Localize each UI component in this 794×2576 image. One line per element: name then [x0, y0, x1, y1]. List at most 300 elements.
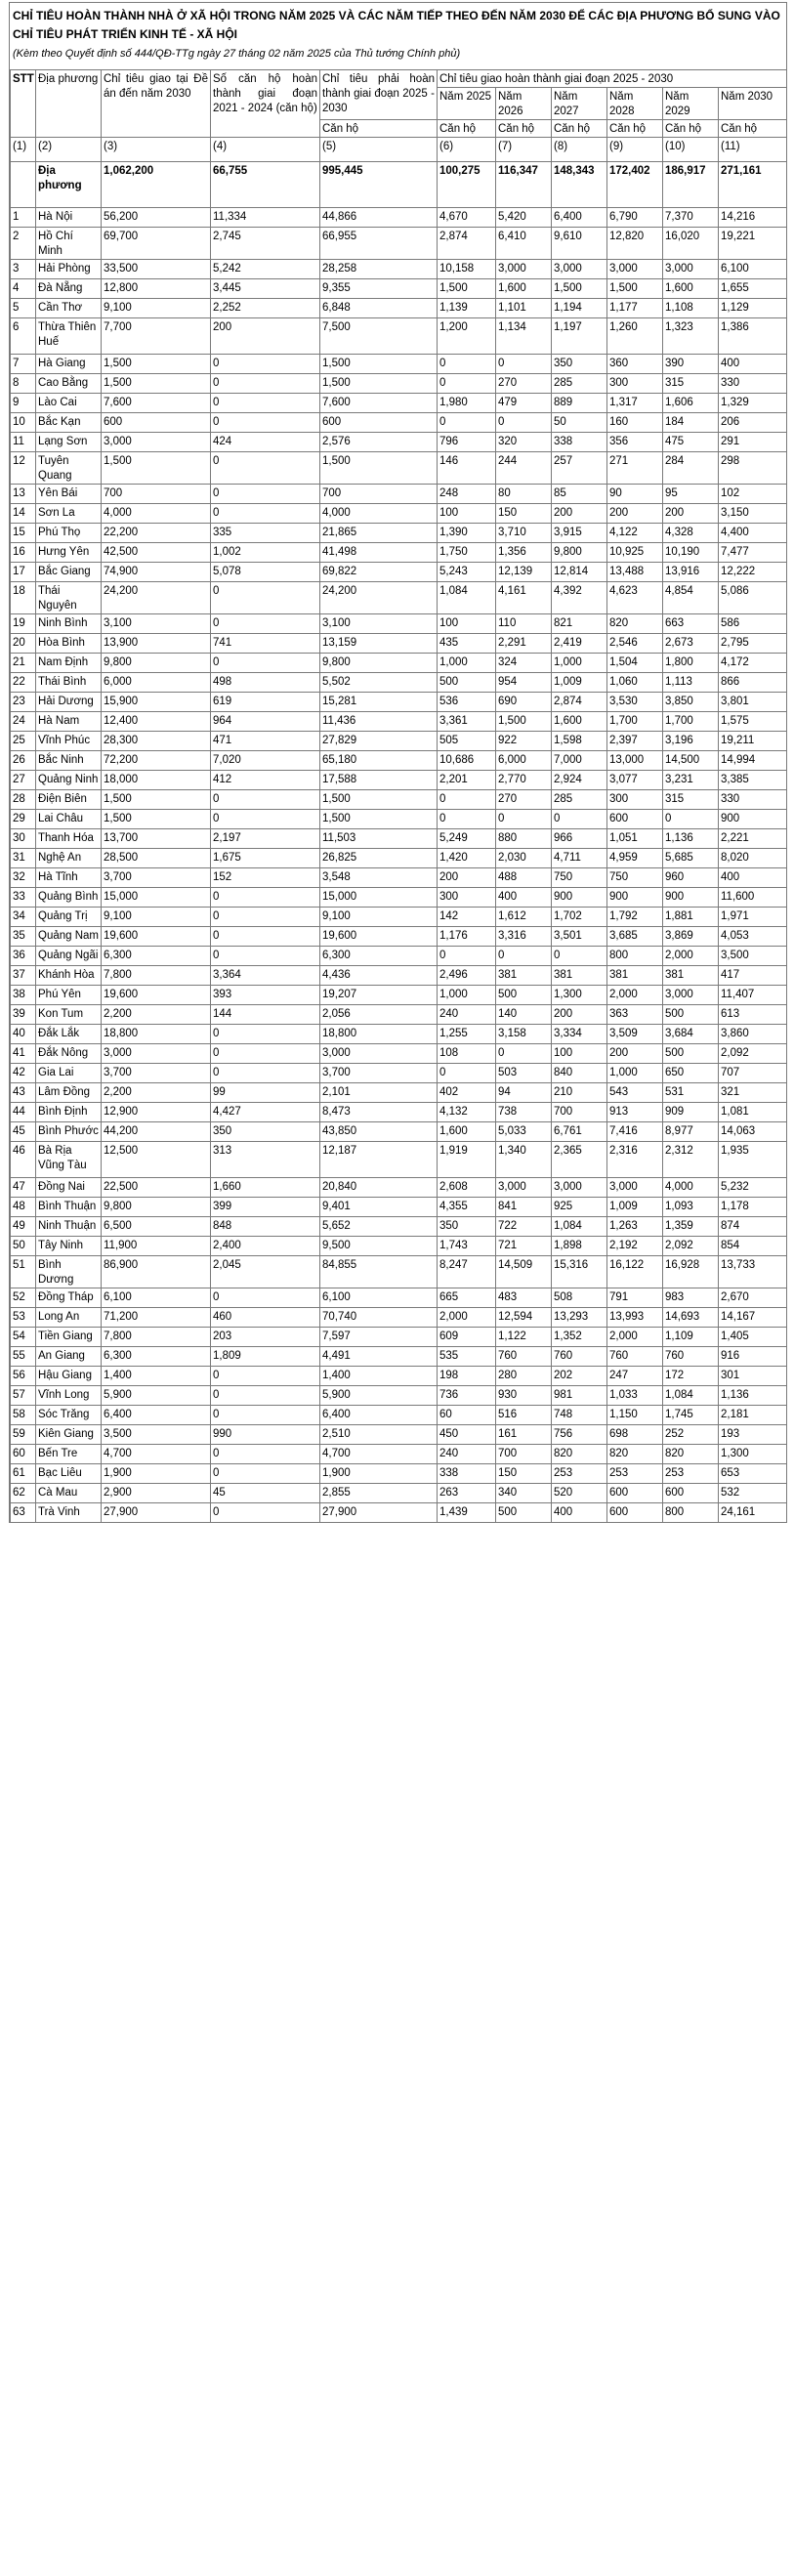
year-2026-cell: 516 [496, 1406, 552, 1425]
header-unit: Căn hộ [496, 120, 552, 138]
year-2028-cell: 253 [607, 1464, 663, 1484]
year-2025-cell: 200 [438, 868, 496, 888]
document-title: CHỈ TIÊU HOÀN THÀNH NHÀ Ở XÃ HỘI TRONG NĂM 2025 VÀ CÁC NĂM TIẾP THEO ĐẾN NĂM 2030 ĐỂ CÁC ĐỊA PHƯƠNG BỔ SUNG VÀO CHỈ TIÊU PHÁT TRIỂN KINH TẾ - XÃ HỘI [13, 9, 780, 41]
year-2025-cell: 450 [438, 1425, 496, 1445]
year-2026-cell: 14,509 [496, 1256, 552, 1288]
remaining-cell: 9,100 [320, 908, 438, 927]
year-2028-cell: 1,500 [607, 279, 663, 299]
year-2027-cell: 3,000 [552, 1178, 607, 1198]
year-2028-cell: 10,925 [607, 543, 663, 563]
year-2029-cell: 1,084 [663, 1386, 719, 1406]
year-2029-cell: 500 [663, 1005, 719, 1025]
table-row [11, 829, 787, 849]
remaining-cell: 2,576 [320, 433, 438, 452]
stt-cell: 4 [11, 279, 36, 299]
year-2028-cell: 2,000 [607, 986, 663, 1005]
year-2028-cell: 3,509 [607, 1025, 663, 1044]
year-2030-cell: 291 [719, 433, 787, 452]
locality-cell: Bắc Giang [36, 563, 102, 582]
year-2029-cell: 4,000 [663, 1178, 719, 1198]
year-2025-cell: 0 [438, 810, 496, 829]
table-row [11, 1425, 787, 1445]
year-2025-cell: 1,084 [438, 582, 496, 614]
stt-cell: 12 [11, 452, 36, 485]
target-2030-cell: 12,900 [102, 1103, 211, 1122]
year-2029-cell: 1,323 [663, 318, 719, 355]
year-2027-cell: 200 [552, 504, 607, 524]
table-row [11, 524, 787, 543]
year-2028-cell: 1,177 [607, 299, 663, 318]
year-2025-cell: 435 [438, 634, 496, 654]
year-2028-cell: 2,397 [607, 732, 663, 751]
target-2030-cell: 9,100 [102, 908, 211, 927]
year-2026-cell: 1,356 [496, 543, 552, 563]
target-2030-cell: 2,900 [102, 1484, 211, 1503]
year-2025-cell: 3,361 [438, 712, 496, 732]
remaining-cell: 700 [320, 485, 438, 504]
year-2030-cell: 13,733 [719, 1256, 787, 1288]
header-year-2025: Năm 2025 [438, 88, 496, 120]
target-2030-cell: 18,000 [102, 771, 211, 790]
year-2029-cell: 0 [663, 810, 719, 829]
remaining-cell: 19,207 [320, 986, 438, 1005]
year-2028-cell: 300 [607, 374, 663, 394]
year-2027-cell: 285 [552, 790, 607, 810]
year-2026-cell: 150 [496, 504, 552, 524]
year-2029-cell: 1,136 [663, 829, 719, 849]
total-cell: 100,275 [438, 162, 496, 208]
completed-cell: 5,242 [211, 260, 320, 279]
target-2030-cell: 15,900 [102, 693, 211, 712]
remaining-cell: 12,187 [320, 1142, 438, 1178]
year-2026-cell: 150 [496, 1464, 552, 1484]
year-2027-cell: 748 [552, 1406, 607, 1425]
year-2026-cell: 140 [496, 1005, 552, 1025]
target-2030-cell: 42,500 [102, 543, 211, 563]
year-2027-cell: 338 [552, 433, 607, 452]
remaining-cell: 1,500 [320, 790, 438, 810]
target-2030-cell: 9,100 [102, 299, 211, 318]
remaining-cell: 41,498 [320, 543, 438, 563]
header-period-group: Chỉ tiêu giao hoàn thành giai đoạn 2025 - 2030 [438, 70, 787, 88]
year-2029-cell: 3,684 [663, 1025, 719, 1044]
year-2028-cell: 800 [607, 947, 663, 966]
year-2030-cell: 6,100 [719, 260, 787, 279]
year-2030-cell: 2,670 [719, 1288, 787, 1308]
stt-cell: 11 [11, 433, 36, 452]
year-2027-cell: 3,334 [552, 1025, 607, 1044]
remaining-cell: 7,597 [320, 1328, 438, 1347]
year-2027-cell: 3,501 [552, 927, 607, 947]
year-2028-cell: 160 [607, 413, 663, 433]
year-2028-cell: 13,993 [607, 1308, 663, 1328]
target-2030-cell: 24,200 [102, 582, 211, 614]
year-2025-cell: 665 [438, 1288, 496, 1308]
target-2030-cell: 28,300 [102, 732, 211, 751]
year-2025-cell: 0 [438, 947, 496, 966]
locality-cell: Hà Tĩnh [36, 868, 102, 888]
completed-cell: 848 [211, 1217, 320, 1237]
table-row [11, 712, 787, 732]
year-2030-cell: 400 [719, 868, 787, 888]
year-2025-cell: 108 [438, 1044, 496, 1064]
table-row [11, 888, 787, 908]
year-2025-cell: 0 [438, 355, 496, 374]
year-2028-cell: 2,546 [607, 634, 663, 654]
year-2026-cell: 4,161 [496, 582, 552, 614]
remaining-cell: 44,866 [320, 208, 438, 228]
total-cell: 66,755 [211, 162, 320, 208]
year-2028-cell: 247 [607, 1367, 663, 1386]
table-row [11, 732, 787, 751]
remaining-cell: 3,100 [320, 614, 438, 634]
header-year-2027: Năm 2027 [552, 88, 607, 120]
completed-cell: 0 [211, 1406, 320, 1425]
year-2029-cell: 4,328 [663, 524, 719, 543]
target-2030-cell: 6,300 [102, 947, 211, 966]
year-2029-cell: 760 [663, 1347, 719, 1367]
stt-cell: 52 [11, 1288, 36, 1308]
housing-target-table [10, 69, 787, 1523]
locality-cell: Hà Giang [36, 355, 102, 374]
year-2026-cell: 12,594 [496, 1308, 552, 1328]
year-2028-cell: 2,316 [607, 1142, 663, 1178]
target-2030-cell: 19,600 [102, 927, 211, 947]
target-2030-cell: 18,800 [102, 1025, 211, 1044]
target-2030-cell: 3,000 [102, 1044, 211, 1064]
year-2028-cell: 3,000 [607, 1178, 663, 1198]
year-2027-cell: 1,898 [552, 1237, 607, 1256]
target-2030-cell: 700 [102, 485, 211, 504]
completed-cell: 45 [211, 1484, 320, 1503]
locality-cell: Quảng Nam [36, 927, 102, 947]
total-cell: 1,062,200 [102, 162, 211, 208]
header-unit: Căn hộ [607, 120, 663, 138]
locality-cell: Nam Định [36, 654, 102, 673]
locality-cell: Lào Cai [36, 394, 102, 413]
year-2029-cell: 983 [663, 1288, 719, 1308]
year-2030-cell: 4,400 [719, 524, 787, 543]
stt-cell: 47 [11, 1178, 36, 1198]
year-2027-cell: 1,702 [552, 908, 607, 927]
target-2030-cell: 3,700 [102, 868, 211, 888]
year-2028-cell: 2,192 [607, 1237, 663, 1256]
year-2028-cell: 356 [607, 433, 663, 452]
year-2029-cell: 1,109 [663, 1328, 719, 1347]
target-2030-cell: 12,500 [102, 1142, 211, 1178]
year-2028-cell: 13,000 [607, 751, 663, 771]
completed-cell: 0 [211, 374, 320, 394]
year-2028-cell: 1,700 [607, 712, 663, 732]
header-locality: Địa phương [36, 70, 102, 138]
completed-cell: 460 [211, 1308, 320, 1328]
target-2030-cell: 3,500 [102, 1425, 211, 1445]
year-2027-cell: 2,365 [552, 1142, 607, 1178]
completed-cell: 5,078 [211, 563, 320, 582]
year-2025-cell: 1,500 [438, 279, 496, 299]
stt-cell: 17 [11, 563, 36, 582]
year-2026-cell: 80 [496, 485, 552, 504]
year-2026-cell: 270 [496, 790, 552, 810]
remaining-cell: 11,503 [320, 829, 438, 849]
stt-cell: 25 [11, 732, 36, 751]
year-2027-cell: 0 [552, 947, 607, 966]
locality-cell: Bình Thuận [36, 1198, 102, 1217]
column-number: (6) [438, 138, 496, 162]
locality-cell: Tiền Giang [36, 1328, 102, 1347]
target-2030-cell: 3,000 [102, 433, 211, 452]
year-2029-cell: 1,108 [663, 299, 719, 318]
total-cell: 116,347 [496, 162, 552, 208]
stt-cell: 7 [11, 355, 36, 374]
year-2029-cell: 475 [663, 433, 719, 452]
year-2026-cell: 880 [496, 829, 552, 849]
year-2030-cell: 3,860 [719, 1025, 787, 1044]
table-row [11, 1005, 787, 1025]
year-2029-cell: 200 [663, 504, 719, 524]
year-2029-cell: 184 [663, 413, 719, 433]
completed-cell: 0 [211, 790, 320, 810]
year-2029-cell: 16,928 [663, 1256, 719, 1288]
remaining-cell: 4,700 [320, 1445, 438, 1464]
completed-cell: 0 [211, 1367, 320, 1386]
year-2025-cell: 402 [438, 1083, 496, 1103]
column-number: (1) [11, 138, 36, 162]
year-2030-cell: 12,222 [719, 563, 787, 582]
table-row [11, 299, 787, 318]
locality-cell: Hậu Giang [36, 1367, 102, 1386]
year-2030-cell: 19,221 [719, 228, 787, 260]
year-2030-cell: 330 [719, 374, 787, 394]
year-2027-cell: 2,924 [552, 771, 607, 790]
completed-cell: 313 [211, 1142, 320, 1178]
year-2028-cell: 300 [607, 790, 663, 810]
year-2026-cell: 5,033 [496, 1122, 552, 1142]
locality-cell: Quảng Bình [36, 888, 102, 908]
stt-cell: 41 [11, 1044, 36, 1064]
target-2030-cell: 71,200 [102, 1308, 211, 1328]
completed-cell: 0 [211, 1503, 320, 1523]
year-2029-cell: 95 [663, 485, 719, 504]
title-box [10, 3, 786, 69]
year-2028-cell: 360 [607, 355, 663, 374]
table-row [11, 849, 787, 868]
table-row [11, 228, 787, 260]
year-2030-cell: 613 [719, 1005, 787, 1025]
table-row [11, 1237, 787, 1256]
year-2030-cell: 298 [719, 452, 787, 485]
year-2029-cell: 1,700 [663, 712, 719, 732]
year-2027-cell: 3,915 [552, 524, 607, 543]
target-2030-cell: 86,900 [102, 1256, 211, 1288]
remaining-cell: 28,258 [320, 260, 438, 279]
stt-cell: 53 [11, 1308, 36, 1328]
year-2030-cell: 3,385 [719, 771, 787, 790]
table-row [11, 1288, 787, 1308]
year-2025-cell: 1,750 [438, 543, 496, 563]
locality-cell: Bắc Kạn [36, 413, 102, 433]
year-2026-cell: 738 [496, 1103, 552, 1122]
table-row [11, 433, 787, 452]
year-2025-cell: 142 [438, 908, 496, 927]
year-2029-cell: 1,881 [663, 908, 719, 927]
locality-cell: Hải Dương [36, 693, 102, 712]
year-2027-cell: 1,300 [552, 986, 607, 1005]
locality-cell: Bắc Ninh [36, 751, 102, 771]
year-2027-cell: 6,761 [552, 1122, 607, 1142]
remaining-cell: 27,829 [320, 732, 438, 751]
table-row [11, 868, 787, 888]
completed-cell: 1,660 [211, 1178, 320, 1198]
completed-cell: 0 [211, 810, 320, 829]
remaining-cell: 9,355 [320, 279, 438, 299]
year-2030-cell: 8,020 [719, 849, 787, 868]
year-2029-cell: 500 [663, 1044, 719, 1064]
year-2026-cell: 841 [496, 1198, 552, 1217]
year-2025-cell: 146 [438, 452, 496, 485]
year-2025-cell: 1,919 [438, 1142, 496, 1178]
year-2028-cell: 4,959 [607, 849, 663, 868]
year-2027-cell: 1,600 [552, 712, 607, 732]
locality-cell: Hòa Bình [36, 634, 102, 654]
remaining-cell: 84,855 [320, 1256, 438, 1288]
remaining-cell: 20,840 [320, 1178, 438, 1198]
stt-cell: 16 [11, 543, 36, 563]
year-2027-cell: 700 [552, 1103, 607, 1122]
target-2030-cell: 22,500 [102, 1178, 211, 1198]
locality-cell: Vĩnh Long [36, 1386, 102, 1406]
year-2030-cell: 5,086 [719, 582, 787, 614]
table-row [11, 1122, 787, 1142]
year-2030-cell: 1,405 [719, 1328, 787, 1347]
year-2030-cell: 19,211 [719, 732, 787, 751]
year-2027-cell: 966 [552, 829, 607, 849]
year-2025-cell: 0 [438, 790, 496, 810]
stt-cell: 34 [11, 908, 36, 927]
table-row [11, 654, 787, 673]
year-2029-cell: 3,231 [663, 771, 719, 790]
remaining-cell: 5,502 [320, 673, 438, 693]
year-2030-cell: 330 [719, 790, 787, 810]
year-2025-cell: 248 [438, 485, 496, 504]
table-row [11, 1328, 787, 1347]
table-row [11, 751, 787, 771]
year-2030-cell: 2,181 [719, 1406, 787, 1425]
column-number: (9) [607, 138, 663, 162]
target-2030-cell: 4,700 [102, 1445, 211, 1464]
table-row [11, 1044, 787, 1064]
year-2029-cell: 800 [663, 1503, 719, 1523]
year-2030-cell: 707 [719, 1064, 787, 1083]
completed-cell: 152 [211, 868, 320, 888]
target-2030-cell: 6,100 [102, 1288, 211, 1308]
completed-cell: 3,445 [211, 279, 320, 299]
stt-cell: 40 [11, 1025, 36, 1044]
year-2029-cell: 3,850 [663, 693, 719, 712]
column-number-row [11, 138, 787, 162]
locality-cell: Bình Định [36, 1103, 102, 1122]
target-2030-cell: 9,800 [102, 1198, 211, 1217]
stt-cell: 31 [11, 849, 36, 868]
header-target-2030: Chỉ tiêu giao tại Đề án đến năm 2030 [102, 70, 211, 138]
stt-cell: 38 [11, 986, 36, 1005]
document-note: (Kèm theo Quyết định số 444/QĐ-TTg ngày 27 tháng 02 năm 2025 của Thủ tướng Chính phủ) [13, 48, 461, 60]
table-row [11, 947, 787, 966]
year-2030-cell: 1,386 [719, 318, 787, 355]
year-2028-cell: 3,077 [607, 771, 663, 790]
target-2030-cell: 12,400 [102, 712, 211, 732]
remaining-cell: 4,491 [320, 1347, 438, 1367]
year-2030-cell: 3,801 [719, 693, 787, 712]
year-2027-cell: 12,814 [552, 563, 607, 582]
header-unit: Căn hộ [320, 120, 438, 138]
year-2025-cell: 2,201 [438, 771, 496, 790]
remaining-cell: 17,588 [320, 771, 438, 790]
header-year-2026: Năm 2026 [496, 88, 552, 120]
completed-cell: 471 [211, 732, 320, 751]
table-row [11, 1103, 787, 1122]
remaining-cell: 4,000 [320, 504, 438, 524]
year-2029-cell: 390 [663, 355, 719, 374]
year-2027-cell: 1,194 [552, 299, 607, 318]
remaining-cell: 9,800 [320, 654, 438, 673]
year-2029-cell: 315 [663, 374, 719, 394]
total-label: Địa phương [36, 162, 102, 208]
year-2026-cell: 503 [496, 1064, 552, 1083]
year-2027-cell: 756 [552, 1425, 607, 1445]
column-number: (7) [496, 138, 552, 162]
year-2028-cell: 1,033 [607, 1386, 663, 1406]
locality-cell: Lai Châu [36, 810, 102, 829]
remaining-cell: 2,101 [320, 1083, 438, 1103]
year-2025-cell: 10,686 [438, 751, 496, 771]
locality-cell: Tuyên Quang [36, 452, 102, 485]
stt-cell: 54 [11, 1328, 36, 1347]
table-row [11, 260, 787, 279]
year-2028-cell: 820 [607, 614, 663, 634]
year-2030-cell: 14,063 [719, 1122, 787, 1142]
header-unit: Căn hộ [438, 120, 496, 138]
table-row [11, 790, 787, 810]
stt-cell: 21 [11, 654, 36, 673]
stt-cell: 23 [11, 693, 36, 712]
table-row [11, 1367, 787, 1386]
column-number: (4) [211, 138, 320, 162]
completed-cell: 0 [211, 888, 320, 908]
locality-cell: Thừa Thiên Huế [36, 318, 102, 355]
year-2030-cell: 3,150 [719, 504, 787, 524]
target-2030-cell: 1,500 [102, 790, 211, 810]
year-2027-cell: 820 [552, 1445, 607, 1464]
target-2030-cell: 7,800 [102, 1328, 211, 1347]
remaining-cell: 43,850 [320, 1122, 438, 1142]
year-2025-cell: 2,496 [438, 966, 496, 986]
remaining-cell: 9,401 [320, 1198, 438, 1217]
year-2026-cell: 1,612 [496, 908, 552, 927]
year-2025-cell: 263 [438, 1484, 496, 1503]
column-number: (11) [719, 138, 787, 162]
year-2029-cell: 531 [663, 1083, 719, 1103]
total-cell: 186,917 [663, 162, 719, 208]
year-2030-cell: 206 [719, 413, 787, 433]
remaining-cell: 15,281 [320, 693, 438, 712]
year-2027-cell: 1,197 [552, 318, 607, 355]
year-2029-cell: 5,685 [663, 849, 719, 868]
target-2030-cell: 9,800 [102, 654, 211, 673]
target-2030-cell: 44,200 [102, 1122, 211, 1142]
stt-cell: 61 [11, 1464, 36, 1484]
completed-cell: 1,809 [211, 1347, 320, 1367]
